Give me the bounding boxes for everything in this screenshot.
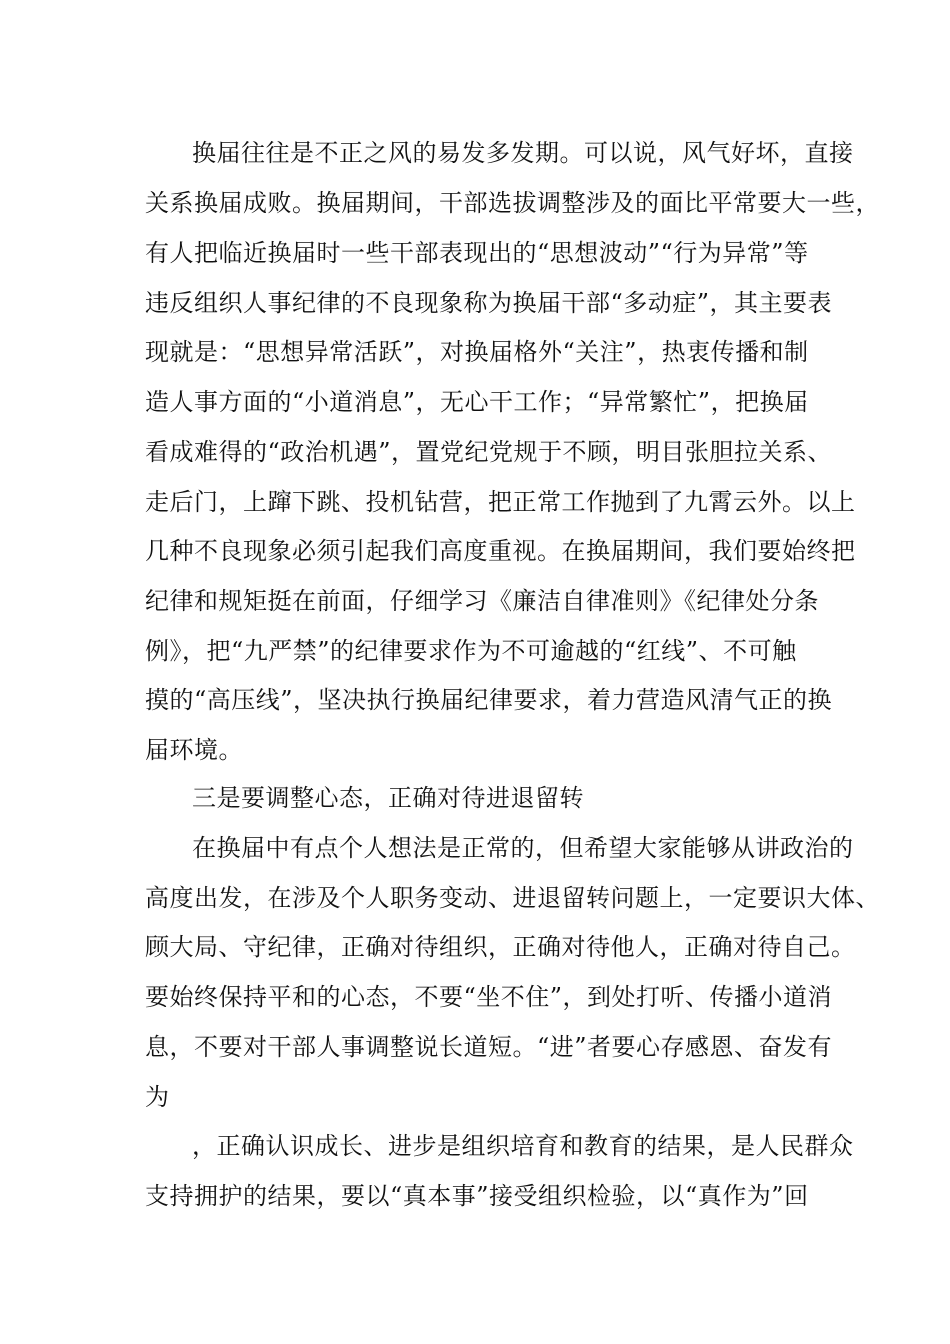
paragraph-line: 要始终保持平和的心态，不要“坐不住”，到处打听、传播小道消 bbox=[145, 983, 833, 1011]
paragraph-line: 违反组织人事纪律的不良现象称为换届干部“多动症”，其主要表 bbox=[145, 289, 833, 317]
paragraph-line: 纪律和规矩挺在前面，仔细学习《廉洁自律准则》《纪律处分条 bbox=[145, 587, 819, 615]
paragraph-line: 例》，把“九严禁”的纪律要求作为不可逾越的“红线”、不可触 bbox=[145, 637, 797, 665]
paragraph-line: 走后门，上蹿下跳、投机钻营，把正常工作抛到了九霄云外。以上 bbox=[145, 488, 856, 516]
paragraph-line: 换届往往是不正之风的易发多发期。可以说，风气好坏，直接 bbox=[192, 139, 854, 167]
paragraph-line: ，正确认识成长、进步是组织培育和教育的结果，是人民群众 bbox=[192, 1132, 854, 1160]
paragraph-line: 顾大局、守纪律，正确对待组织，正确对待他人，正确对待自己。 bbox=[145, 933, 856, 961]
paragraph-line: 高度出发，在涉及个人职务变动、进退留转问题上，一定要识大体、 bbox=[145, 884, 880, 912]
paragraph-line: 有人把临近换届时一些干部表现出的“思想波动”“行为异常”等 bbox=[145, 239, 809, 267]
paragraph-line: 关系换届成败。换届期间，干部选拔调整涉及的面比平常要大一些， bbox=[145, 189, 880, 217]
paragraph-line: 在换届中有点个人想法是正常的，但希望大家能够从讲政治的 bbox=[192, 834, 854, 862]
paragraph-line: 届环境。 bbox=[145, 736, 243, 764]
paragraph-line: 支持拥护的结果，要以“真本事”接受组织检验，以“真作为”回 bbox=[145, 1182, 809, 1210]
section-heading: 三是要调整心态，正确对待进退留转 bbox=[192, 784, 584, 812]
paragraph-line: 息，不要对干部人事调整说长道短。“进”者要心存感恩、奋发有 bbox=[145, 1033, 833, 1061]
paragraph-line: 看成难得的“政治机遇”，置党纪党规于不顾，明目张胆拉关系、 bbox=[145, 438, 833, 466]
paragraph-line: 几种不良现象必须引起我们高度重视。在换届期间，我们要始终把 bbox=[145, 537, 856, 565]
paragraph-line: 为 bbox=[145, 1083, 170, 1111]
paragraph-line: 摸的“高压线”，坚决执行换届纪律要求，着力营造风清气正的换 bbox=[145, 686, 833, 714]
paragraph-line: 造人事方面的“小道消息”，无心干工作；“异常繁忙”，把换届 bbox=[145, 388, 809, 416]
paragraph-line: 现就是：“思想异常活跃”，对换届格外“关注”，热衷传播和制 bbox=[145, 338, 809, 366]
